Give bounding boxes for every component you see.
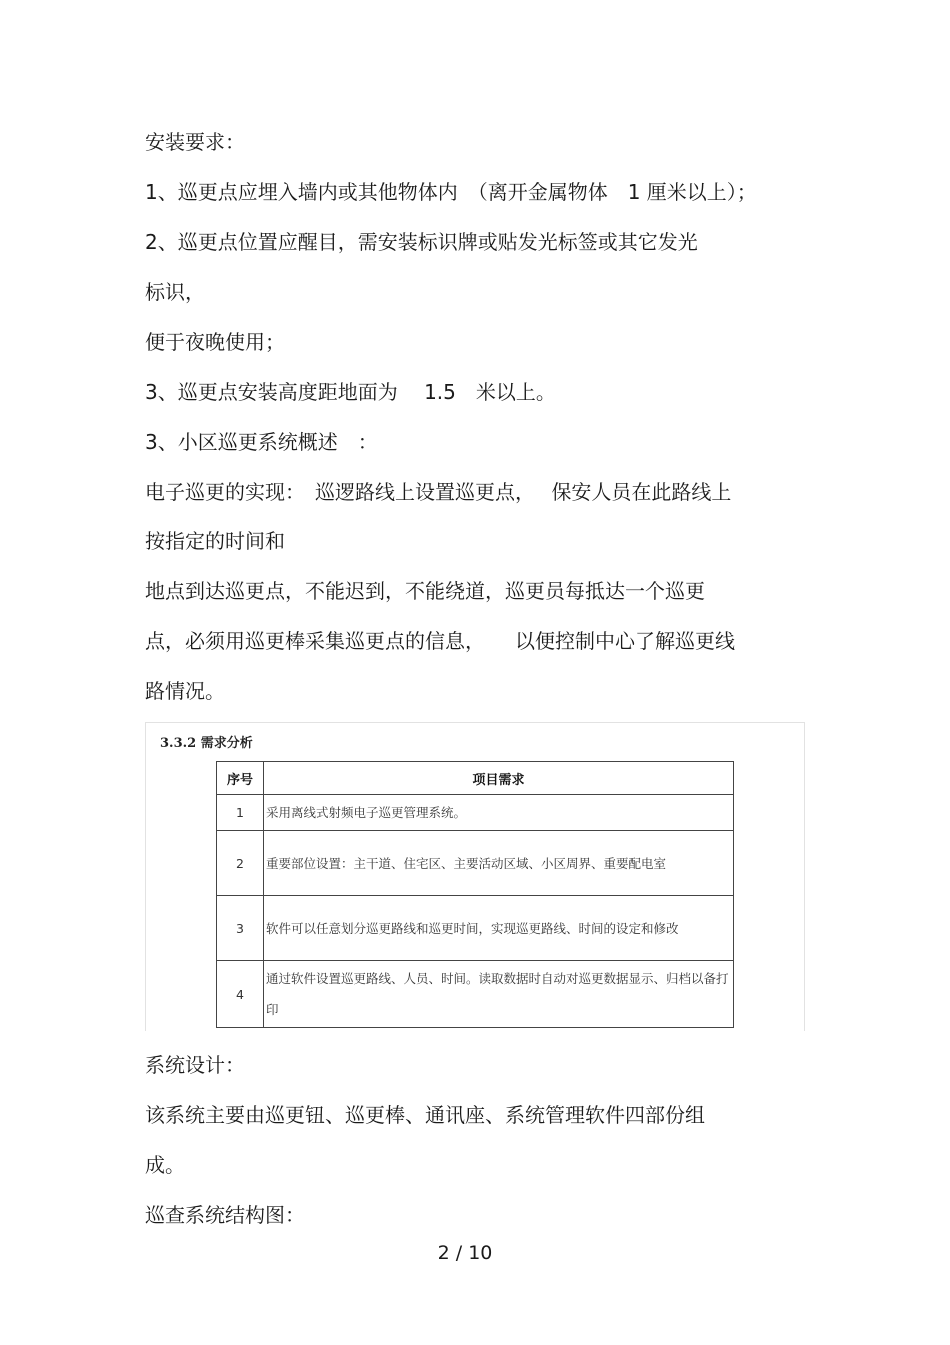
paragraph: 巡查系统结构图：	[145, 1203, 305, 1227]
paragraph: 3、巡更点安装高度距地面为 1.5 米以上。	[145, 380, 556, 404]
requirements-table	[216, 761, 734, 1028]
page-indicator: 2 / 10	[437, 1242, 493, 1264]
table-row	[217, 831, 734, 896]
row-text: 通过软件设置巡更路线、人员、时间。读取数据时自动对巡更数据显示、归档以备打印	[264, 961, 734, 1028]
requirements-figure	[145, 722, 805, 1031]
paragraph: 点，必须用巡更棒采集巡更点的信息， 以便控制中心了解巡更线	[145, 629, 735, 653]
table-header-row	[217, 762, 734, 795]
table-row	[217, 961, 734, 1028]
paragraph: 2、巡更点位置应醒目，需安装标识牌或贴发光标签或其它发光	[145, 230, 698, 254]
section-heading: 3、小区巡更系统概述 ：	[145, 430, 378, 454]
paragraph: 路情况。	[145, 679, 225, 703]
row-number: 1	[217, 795, 264, 831]
figure-title: 3.3.2 需求分析	[160, 736, 253, 751]
table-row	[217, 795, 734, 831]
paragraph: 1、巡更点应埋入墙内或其他物体内 （离开金属物体 1 厘米以上）；	[145, 180, 757, 204]
paragraph: 成。	[145, 1153, 185, 1177]
paragraph: 标识，	[145, 280, 205, 304]
row-text: 软件可以任意划分巡更路线和巡更时间，实现巡更路线、时间的设定和修改	[264, 896, 734, 961]
install-requirements-heading: 安装要求：	[145, 130, 245, 154]
table-row	[217, 896, 734, 961]
paragraph: 便于夜晚使用；	[145, 330, 285, 354]
column-header-no: 序号	[217, 762, 264, 795]
row-number: 3	[217, 896, 264, 961]
row-text: 重要部位设置：主干道、住宅区、主要活动区域、小区周界、重要配电室	[264, 831, 734, 896]
row-number: 4	[217, 961, 264, 1028]
paragraph: 按指定的时间和	[145, 529, 285, 553]
row-text: 采用离线式射频电子巡更管理系统。	[264, 795, 734, 831]
system-design-heading: 系统设计：	[145, 1053, 245, 1077]
column-header-requirement: 项目需求	[264, 762, 734, 795]
paragraph: 电子巡更的实现： 巡逻路线上设置巡更点， 保安人员在此路线上	[145, 480, 732, 504]
paragraph: 该系统主要由巡更钮、巡更棒、通讯座、系统管理软件四部份组	[145, 1103, 705, 1127]
row-number: 2	[217, 831, 264, 896]
paragraph: 地点到达巡更点，不能迟到，不能绕道，巡更员每抵达一个巡更	[145, 579, 705, 603]
